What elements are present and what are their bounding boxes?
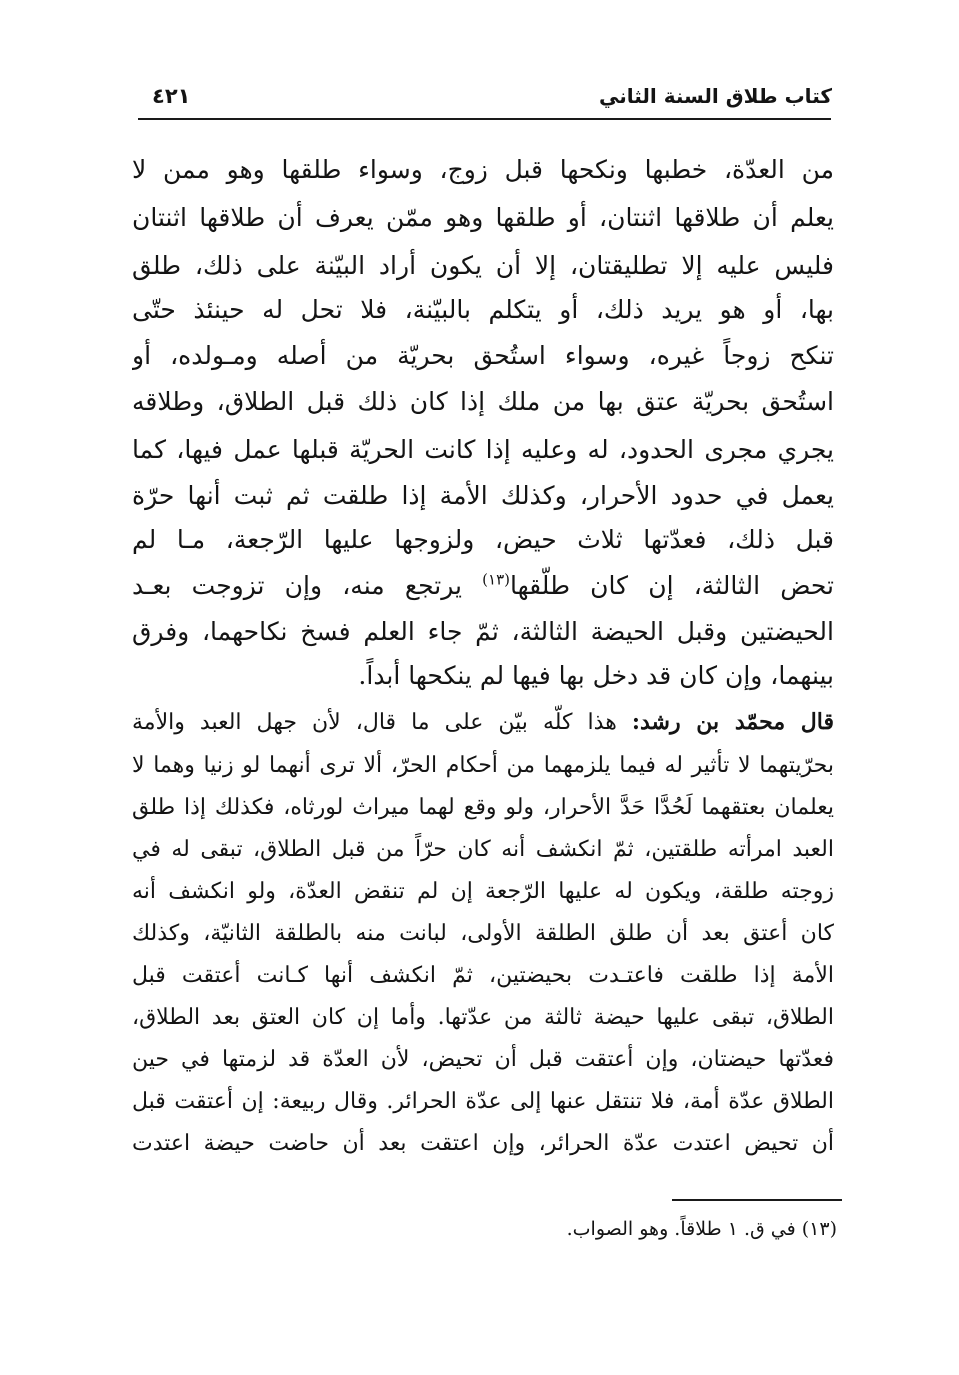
- header-rule: [138, 118, 831, 120]
- text-line: قبل ذلك، فعدّتها ثلاث حيض، ولزوجها عليها الرّجعة، مـا لم: [132, 525, 834, 554]
- text-line: الحيضتين وقبل الحيضة الثالثة، ثمّ جاء العلم فسخ نكاحهما، وفرق: [132, 617, 834, 646]
- speaker-name: قال محمّد بن رشد:: [631, 709, 834, 735]
- text-segment: هذا كلّه بيّن على ما قال، لأن جهل العبد والأمة: [132, 710, 632, 735]
- text-line: زوجته طلقة، ويكون له عليها الرّجعة إن لم تنقض العدّة، ولو انكشف أنه: [132, 879, 834, 904]
- text-line: أن تحيض اعتدت عدّة الحرائر، وإن اعتقت بعد أن حاضت حيضة اعتدت: [132, 1131, 834, 1156]
- running-title: كتاب طلاق السنة الثاني: [599, 84, 832, 108]
- text-line: فعدّتها حيضتان، وإن أعتقت قبل أن تحيض، لأن العدّة قد لزمتها في حين: [132, 1047, 834, 1072]
- text-line: الطلاق، تبقى عليها حيضة ثالثة من عدّتها. وأما إن كان العتق بعد الطلاق،: [132, 1005, 834, 1030]
- text-segment: تحض الثالثة، إن كان طلّقها: [510, 571, 834, 600]
- text-line: [132, 702, 834, 742]
- text-line: فليس عليه إلا تطليقتان، إلا أن يكون أراد البيّنة على ذلك، طلق: [132, 251, 834, 280]
- text-line: بينهما، وإن كان قد دخل بها فيها لم ينكحها أبداً.: [358, 661, 834, 690]
- text-line: العبد امرأته طلقتين، ثمّ انكشف أنه كان حرّاً من قبل الطلاق، تبقى له في: [132, 837, 834, 862]
- footnote-rule: [672, 1199, 842, 1201]
- text-line: من العدّة، خطبها ونكحها قبل زوج، وسواء طلقها وهو ممن لا: [132, 155, 834, 184]
- text-line: كان أعتق بعد أن طلق الطلقة الأولى، لبانت منه بالطلقة الثانيّة، وكذلك: [132, 921, 834, 946]
- text-segment: يرتجع منه، وإن تزوجت بعـد: [132, 571, 462, 600]
- text-line: استُحق بحريّة عتق بها من ملك إذا كان ذلك قبل الطلاق، وطلاقه: [132, 387, 834, 416]
- footnote: (١٣) في ق. ١ طلاقاً. وهو الصواب.: [566, 1218, 837, 1240]
- text-line: الأمة إذا طلقت فاعتـدت بحيضتين، ثمّ انكشف أنها كـانت أعتقت قبل: [132, 963, 834, 988]
- footnote-reference: (١٣): [482, 570, 511, 589]
- text-line: [132, 564, 834, 608]
- text-line: بها، أو هو يريد ذلك، أو يتكلم بالبيّنة، فلا تحل له حينئذ حتّى: [132, 295, 834, 324]
- text-line: يعلمان بعتقهما لَحُدَّا حَدَّ الأحرار، ولو وقع لهما ميراث لورثاه، فكذلك إذا طلق: [132, 795, 834, 820]
- text-line: يعلم أن طلاقها اثنتان، أو طلقها وهو ممّن يعرف أن طلاقها اثنتان: [132, 203, 834, 232]
- text-line: بحرّيتهما لا تأثير له فيما يلزمهما من أحكام الحرّ، ألا ترى أنهما لو زنيا وهما لا: [132, 753, 834, 778]
- text-line: يعمل في حدود الأحرار، وكذلك الأمة إذا طلقت ثم ثبت أنها حرّة: [132, 481, 834, 510]
- text-line: يجري مجرى الحدود، له وعليه إذا كانت الحريّة قبلها عمل فيها، كما: [132, 435, 834, 464]
- text-line: الطلاق عدّة أمة، فلا تنتقل عنها إلى عدّة الحرائر. وقال ربيعة: إن أعتقت قبل: [132, 1089, 834, 1114]
- page-number: ٤٢١: [152, 84, 191, 108]
- text-line: تنكح زوجاً غيره، وسواء استُحق بحريّة من أصله ومـولده، أو: [132, 341, 834, 370]
